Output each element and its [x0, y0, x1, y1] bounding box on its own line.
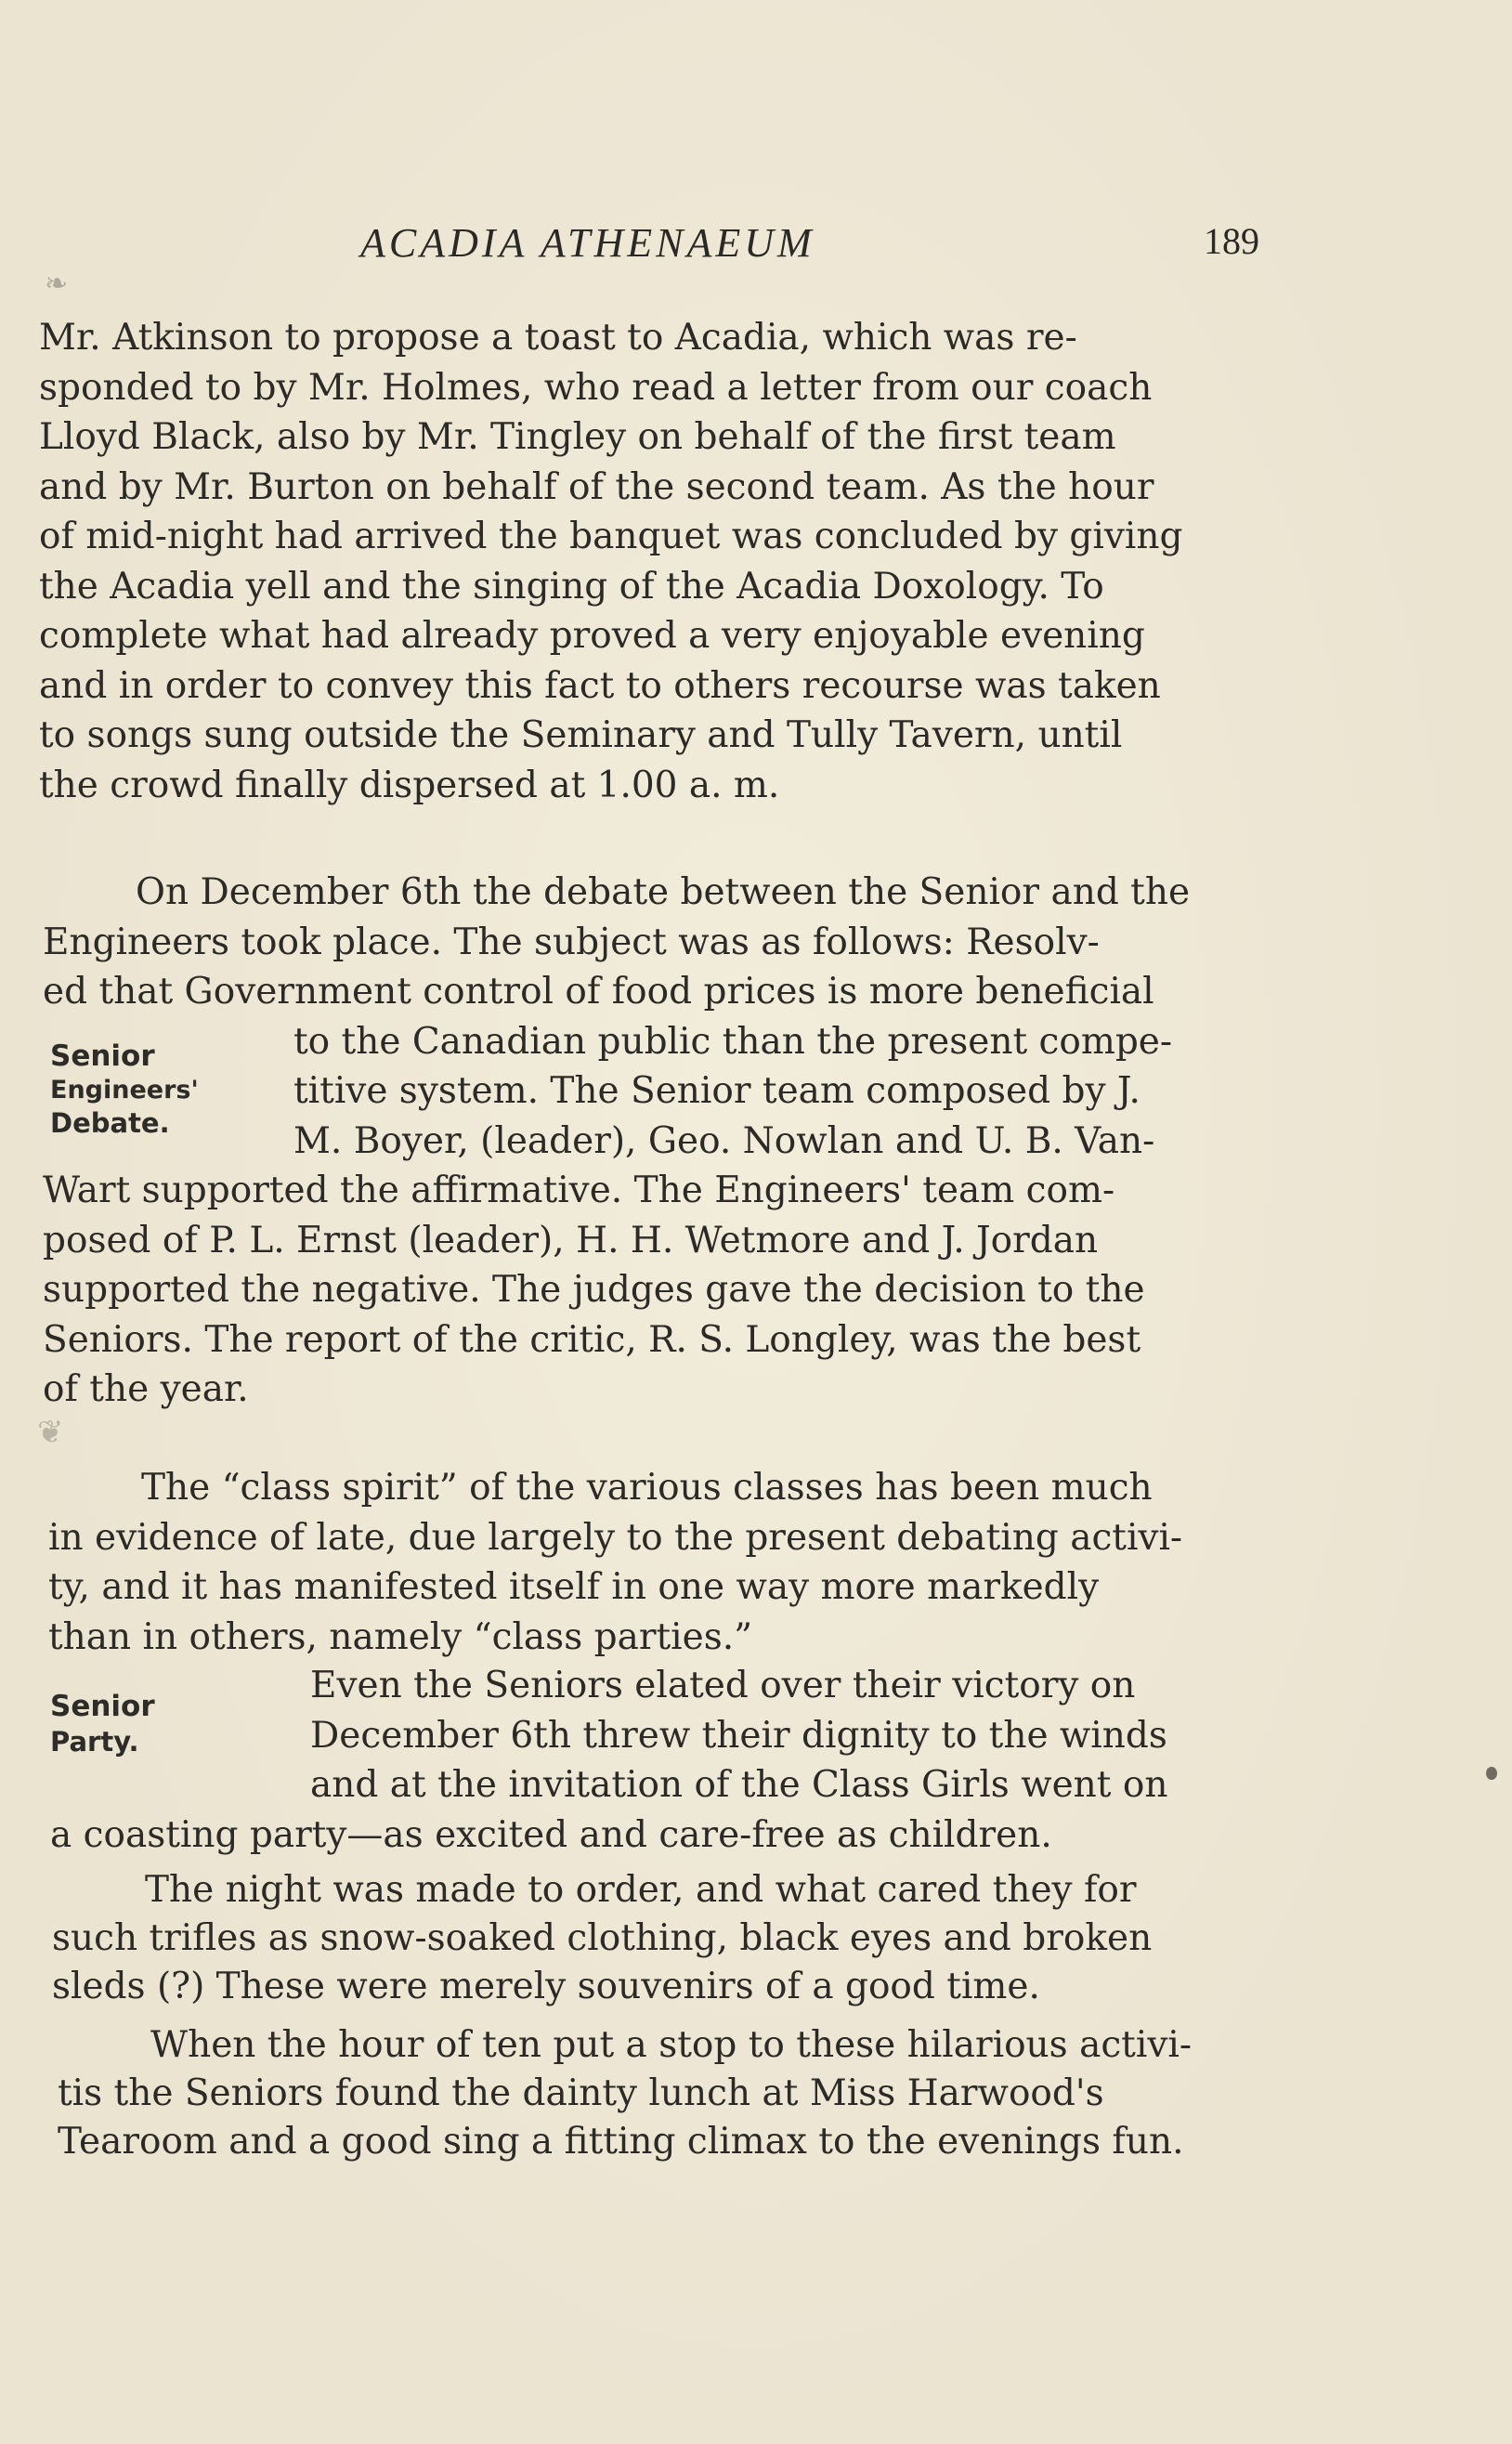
text-line: tis the Seniors found the dainty lunch at Miss Harwood's: [58, 2072, 1104, 2114]
text-line: than in others, namely “class parties.”: [48, 1615, 753, 1658]
text-line: The “class spirit” of the various classes has been much: [141, 1467, 1153, 1509]
running-title: ACADIA ATHENAEUM: [360, 220, 815, 266]
text-line: Mr. Atkinson to propose a toast to Acadia, which was re-: [39, 317, 1077, 359]
text-line: and in order to convey this fact to others recourse was taken: [39, 664, 1161, 707]
text-line: the Acadia yell and the singing of the Acadia Doxology. To: [39, 565, 1104, 608]
text-line: December 6th threw their dignity to the winds: [310, 1714, 1167, 1757]
text-line: supported the negative. The judges gave the decision to the: [43, 1269, 1145, 1311]
text-line: and at the invitation of the Class Girls went on: [310, 1764, 1168, 1806]
text-line: titive system. The Senior team composed by J.: [293, 1070, 1141, 1112]
margin-note-party: [50, 1689, 155, 1758]
text-line: posed of P. L. Ernst (leader), H. H. Wetmore and J. Jordan: [43, 1219, 1099, 1261]
text-line: a coasting party—as excited and care-free as children.: [50, 1813, 1052, 1856]
text-line: Lloyd Black, also by Mr. Tingley on behalf of the first team: [39, 416, 1116, 458]
text-line: to songs sung outside the Seminary and Tully Tavern, until: [39, 714, 1123, 756]
text-line: of the year.: [43, 1368, 249, 1410]
text-line: Engineers took place. The subject was as follows: Resolv-: [43, 921, 1100, 963]
margin-note-line: Debate.: [50, 1106, 170, 1139]
text-line: On December 6th the debate between the Senior and the: [136, 871, 1191, 913]
margin-note-line: Party.: [50, 1725, 139, 1758]
printer-fleuron-icon: ❧: [45, 268, 69, 300]
text-line: the crowd finally dispersed at 1.00 a. m.: [39, 764, 780, 806]
paragraph-senior-engineers-debate: [43, 868, 1274, 1415]
running-header: [0, 219, 1512, 275]
margin-note-line: Engineers': [50, 1075, 199, 1104]
text-line: Even the Seniors elated over their victory on: [310, 1665, 1136, 1706]
ink-speck: [1486, 1767, 1497, 1780]
text-line: The night was made to order, and what cared they for: [145, 1869, 1137, 1911]
text-line: Wart supported the affirmative. The Engineers' team com-: [43, 1170, 1115, 1211]
paragraph-senior-party: [50, 1661, 1282, 1860]
text-line: in evidence of late, due largely to the present debating activi-: [48, 1516, 1183, 1559]
margin-note-line: Senior: [50, 1039, 155, 1073]
text-line: Tearoom and a good sing a fitting climax to the evenings fun.: [58, 2121, 1184, 2163]
printer-fleuron-icon: ❦: [37, 1414, 64, 1451]
paragraph-banquet-close: [39, 313, 1271, 810]
text-line: and by Mr. Burton on behalf of the second team. As the hour: [39, 465, 1154, 508]
text-line: to the Canadian public than the present compe-: [293, 1020, 1173, 1063]
margin-note-line: Senior: [50, 1690, 155, 1723]
page-number: 189: [1204, 220, 1259, 262]
text-line: such trifles as snow-soaked clothing, black eyes and broken: [52, 1917, 1153, 1959]
text-line: M. Boyer, (leader), Geo. Nowlan and U. B. Van-: [293, 1119, 1155, 1162]
paragraph-hour-of-ten: [58, 2021, 1285, 2166]
text-line: sponded to by Mr. Holmes, who read a letter from our coach: [39, 366, 1153, 409]
paragraph-class-spirit: [48, 1463, 1280, 1662]
text-line: ty, and it has manifested itself in one way more markedly: [48, 1566, 1100, 1608]
paragraph-night-made-to-order: [52, 1866, 1284, 2011]
text-line: Seniors. The report of the critic, R. S. Longley, was the best: [43, 1318, 1141, 1361]
text-line: ed that Government control of food prices is more beneficial: [43, 971, 1154, 1013]
text-line: of mid-night had arrived the banquet was concluded by giving: [39, 516, 1183, 557]
margin-note-debate: [50, 1039, 199, 1140]
text-line: When the hour of ten put a stop to these hilarious activi-: [150, 2024, 1193, 2066]
text-line: sleds (?) These were merely souvenirs of a good time.: [52, 1966, 1040, 2007]
text-line: complete what had already proved a very enjoyable evening: [39, 615, 1145, 657]
